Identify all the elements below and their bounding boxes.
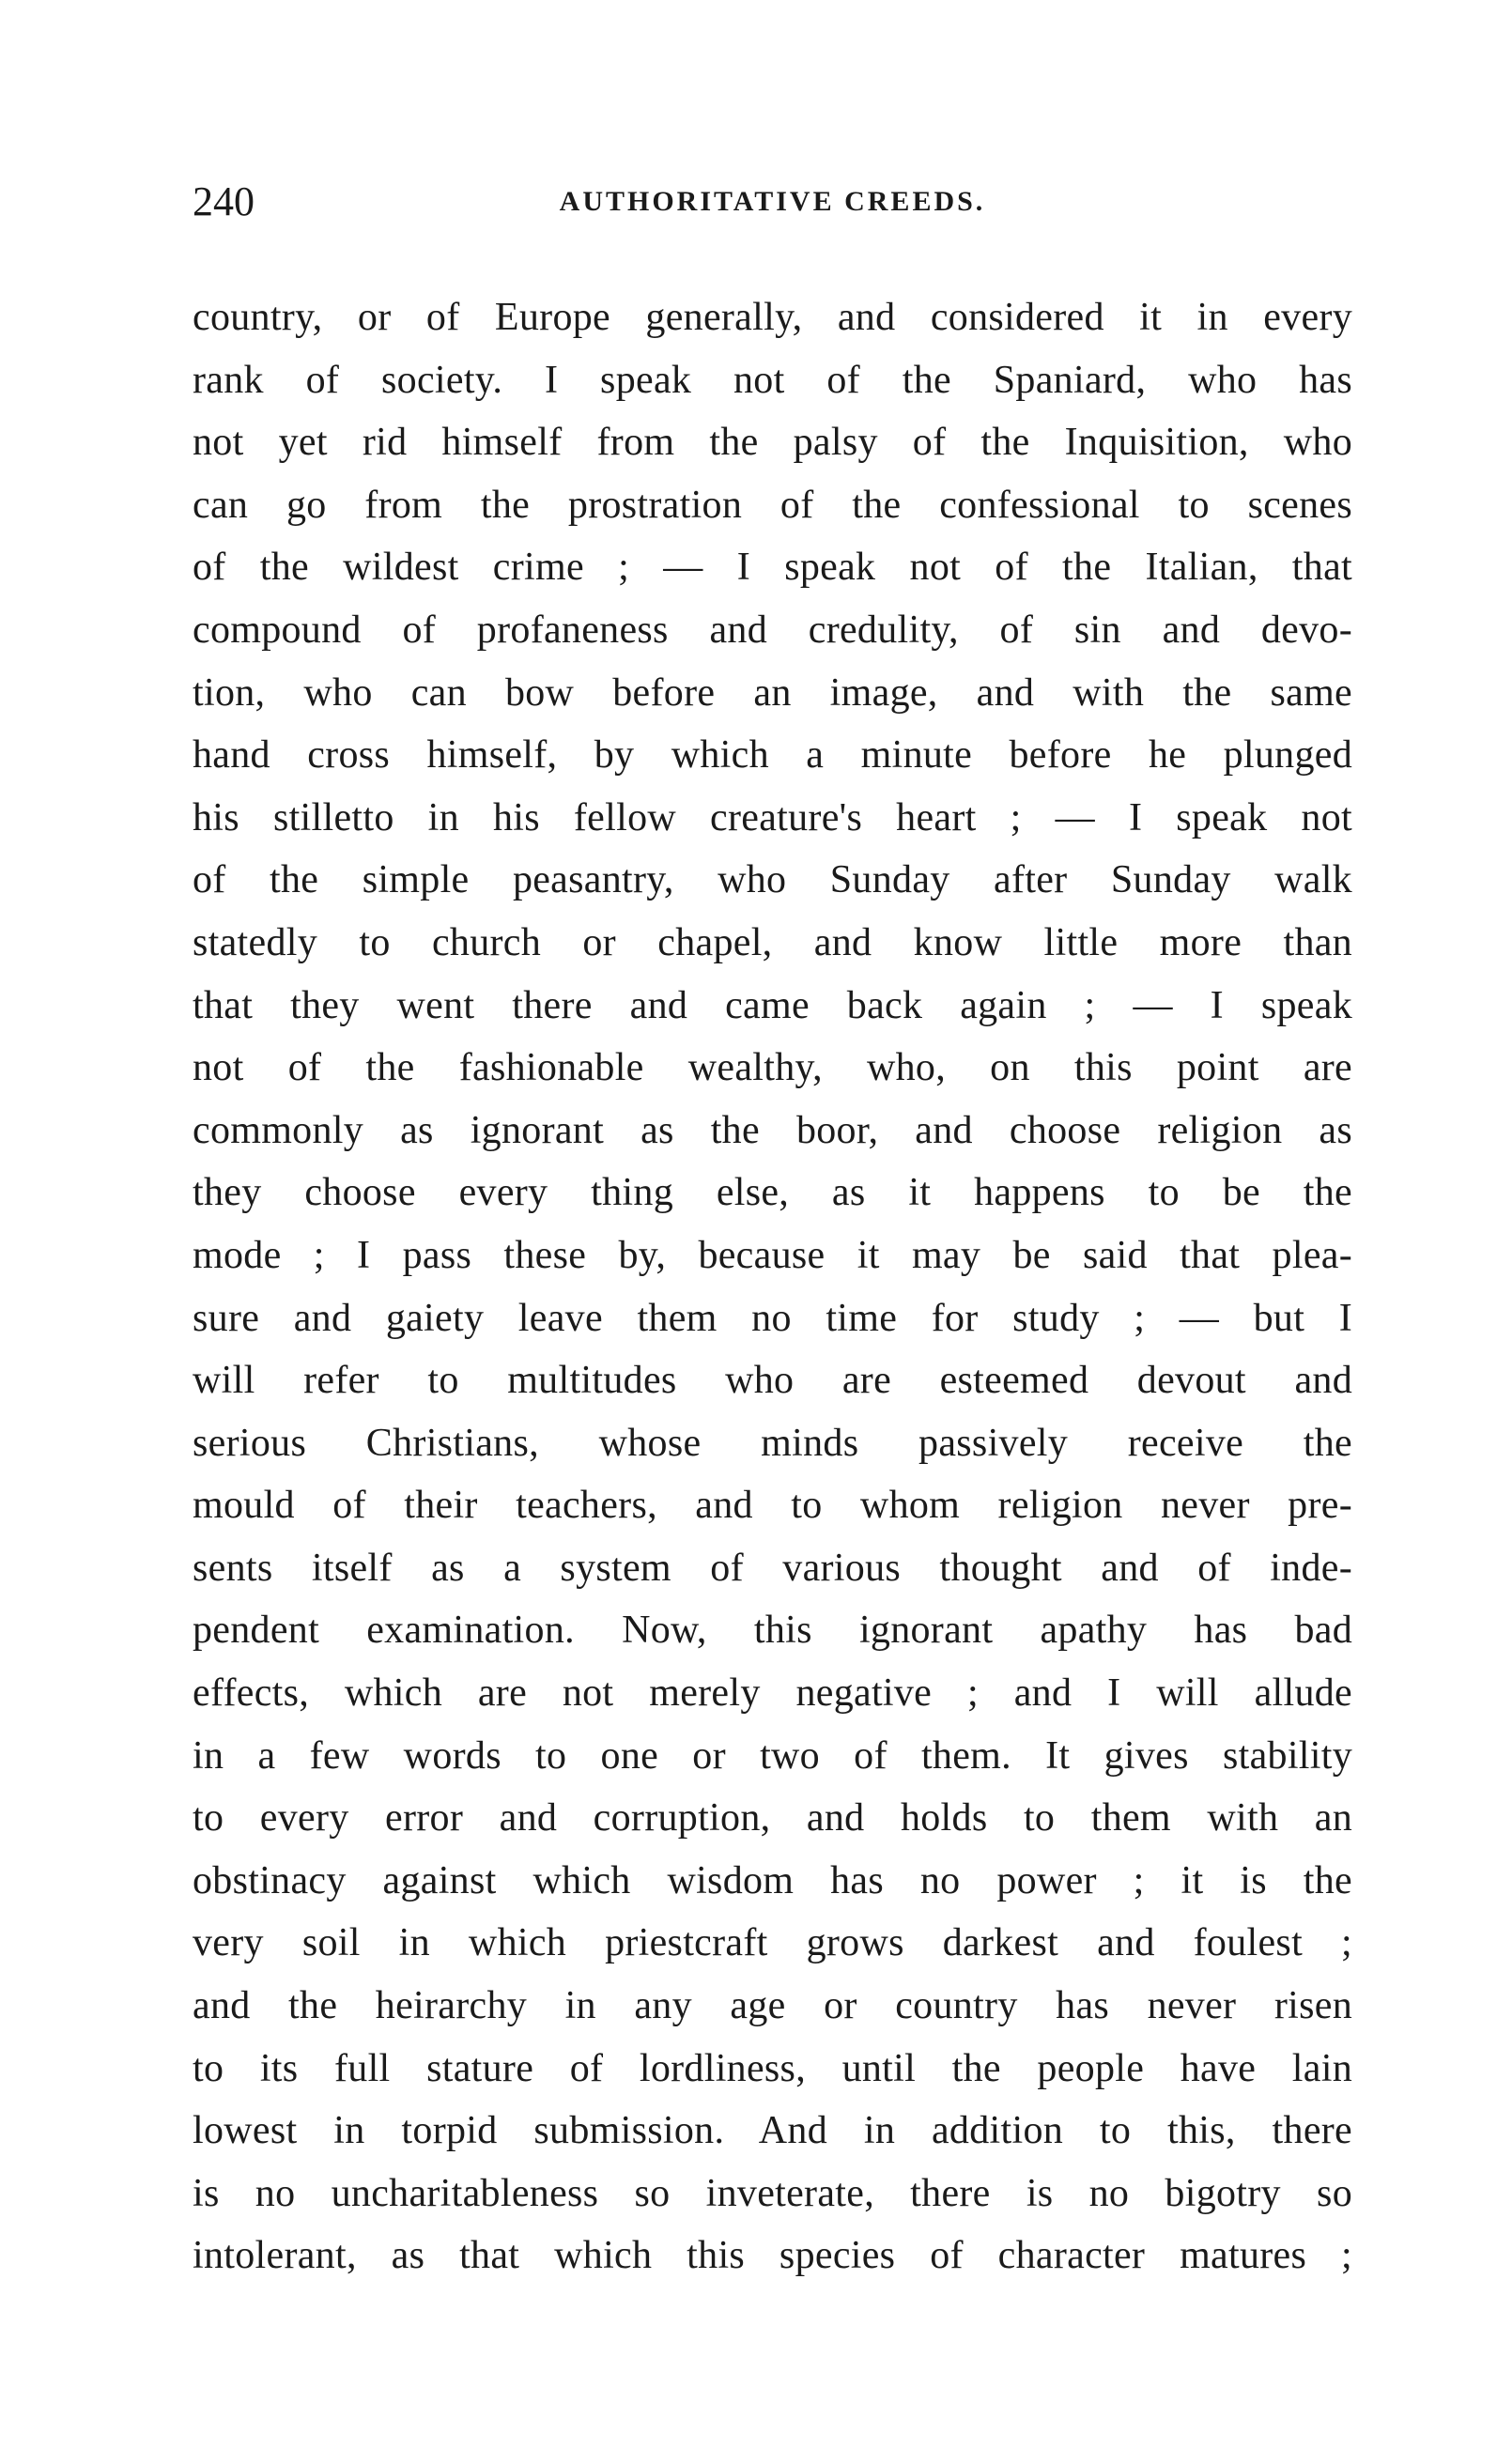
- text-line: can go from the prostration of the confessional to scenes: [193, 483, 1352, 527]
- text-line: serious Christians, whose minds passively receive the: [193, 1421, 1352, 1465]
- text-line: in a few words to one or two of them. It gives stability: [193, 1733, 1352, 1778]
- text-line: that they went there and came back again ; — I speak: [193, 983, 1352, 1027]
- text-line: sents itself as a system of various thought and of inde-: [193, 1546, 1352, 1590]
- text-line: hand cross himself, by which a minute before he plunged: [193, 733, 1352, 778]
- text-line: is no uncharitableness so inveterate, there is no bigotry so: [193, 2171, 1352, 2215]
- text-line: statedly to church or chapel, and know little more than: [193, 920, 1352, 964]
- text-line: of the wildest crime ; — I speak not of the Italian, that: [193, 546, 1352, 590]
- text-line: pendent examination. Now, this ignorant apathy has bad: [193, 1609, 1352, 1653]
- text-line: country, or of Europe generally, and considered it in every: [193, 296, 1352, 339]
- running-title: AUTHORITATIVE CREEDS.: [559, 186, 986, 217]
- text-line: obstinacy against which wisdom has no power ; it is the: [193, 1858, 1352, 1902]
- page-number: 240: [193, 178, 255, 224]
- text-line: his stilletto in his fellow creature's heart ; — I speak not: [193, 795, 1352, 839]
- text-line: compound of profaneness and credulity, of sin and devo-: [193, 608, 1352, 652]
- text-line: to every error and corruption, and holds to them with an: [193, 1796, 1352, 1840]
- text-line: mould of their teachers, and to whom religion never pre-: [193, 1484, 1352, 1528]
- body-text: [193, 286, 1352, 2287]
- text-line: mode ; I pass these by, because it may be said that plea-: [193, 1233, 1352, 1277]
- text-line: tion, who can bow before an image, and with the same: [193, 670, 1352, 715]
- text-line: commonly as ignorant as the boor, and choose religion as: [193, 1108, 1352, 1152]
- text-line: effects, which are not merely negative ; and I will allude: [193, 1671, 1352, 1716]
- text-line: sure and gaiety leave them no time for study ; — but I: [193, 1296, 1352, 1340]
- text-line: will refer to multitudes who are esteemed devout and: [193, 1359, 1352, 1403]
- text-line: not yet rid himself from the palsy of the Inquisition, who: [193, 421, 1352, 465]
- text-line: to its full stature of lordliness, until the people have lain: [193, 2046, 1352, 2090]
- text-line: intolerant, as that which this species of character matures ;: [193, 2234, 1352, 2278]
- text-line: rank of society. I speak not of the Spaniard, who has: [193, 358, 1352, 402]
- text-line: of the simple peasantry, who Sunday after Sunday walk: [193, 858, 1352, 902]
- text-line: very soil in which priestcraft grows darkest and foulest ;: [193, 1921, 1352, 1965]
- text-line: not of the fashionable wealthy, who, on this point are: [193, 1046, 1352, 1090]
- text-line: and the heirarchy in any age or country has never risen: [193, 1984, 1352, 2028]
- text-line: lowest in torpid submission. And in addition to this, there: [193, 2109, 1352, 2153]
- running-head: [193, 174, 1352, 230]
- text-line: they choose every thing else, as it happens to be the: [193, 1171, 1352, 1215]
